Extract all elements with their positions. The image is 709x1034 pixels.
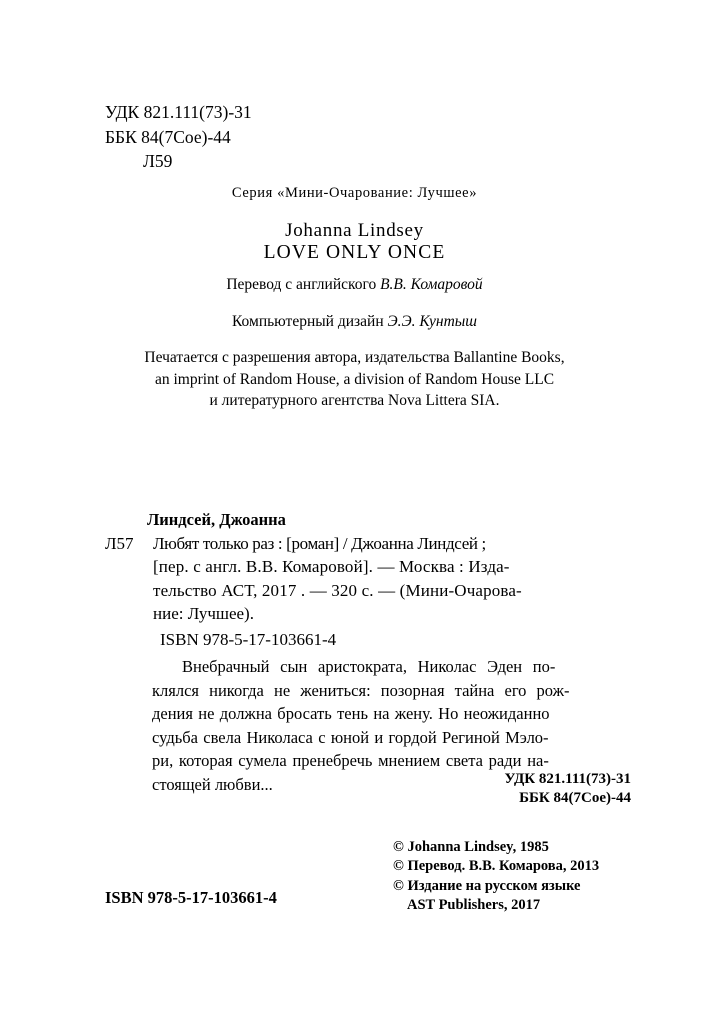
annotation-line-4: судьба свела Николаса с юной и гордой Региной Мэло- — [152, 727, 549, 747]
copyright-line-2: © Перевод. В.В. Комарова, 2013 — [393, 858, 600, 875]
permission-line-3: и литературного агентства Nova Littera SIA. — [209, 392, 500, 409]
author-name: Johanna Lindsey — [285, 220, 424, 241]
annotation-line-3: дения не должна бросать тень на жену. Но неожиданно — [152, 704, 550, 723]
cip-line-4: ние: Лучшее). — [153, 604, 254, 623]
annotation-line-5: ри, которая сумела пренебречь мнением света ради на- — [152, 751, 549, 770]
cip-description-body — [105, 532, 625, 626]
annotation-line-1: Внебрачный сын аристократа, Николас Эден по- — [182, 657, 556, 676]
cip-author-heading: Линдсей, Джоанна — [147, 510, 286, 529]
copyright-line-3: © Издание на русском языке — [393, 877, 581, 894]
cip-line-2: [пер. с англ. В.В. Комаровой]. — Москва : Изда- — [153, 557, 510, 576]
design-credit-prefix: Компьютерный дизайн — [231, 313, 388, 330]
udk-code-top: УДК 821.111(73)-31 — [105, 102, 252, 122]
cip-record — [105, 508, 625, 651]
original-title: LOVE ONLY ONCE — [263, 242, 446, 263]
bbk-code-top: ББК 84(7Сое)-44 — [105, 126, 231, 147]
classification-codes-bottom — [0, 770, 631, 808]
copyright-line-1: © Johanna Lindsey, 1985 — [393, 839, 549, 855]
cip-line-1: Любят только раз : [роман] / Джоанна Линдсей ; — [153, 533, 486, 553]
designer-name: Э.Э. Кунтыш — [387, 313, 477, 330]
translation-credit-prefix: Перевод с английского — [226, 276, 381, 293]
cip-isbn: ISBN 978-5-17-103661-4 — [160, 629, 337, 649]
cip-description — [105, 532, 625, 626]
bbk-code-bottom: ББК 84(7Сое)-44 — [519, 790, 631, 806]
annotation-line-2: клялся никогда не жениться: позорная тайна его рож- — [152, 680, 570, 700]
annotation-line-6: стоящей любви... — [152, 774, 273, 794]
design-credit — [0, 313, 709, 331]
translation-credit — [0, 276, 709, 294]
isbn-bottom: ISBN 978-5-17-103661-4 — [105, 888, 277, 907]
permission-line-2: an imprint of Random House, a division of Random House LLC — [154, 370, 555, 388]
publishing-permission-notice — [0, 347, 709, 412]
series-label: Серия «Мини-Очарование: Лучшее» — [231, 185, 478, 201]
copyright-block — [393, 838, 599, 916]
cip-line-3: тельство АСТ, 2017 . — 320 с. — (Мини-Очарова- — [153, 580, 522, 600]
classification-codes-top — [105, 100, 252, 174]
translator-name: В.В. Комаровой — [380, 276, 483, 293]
udk-code-bottom: УДК 821.111(73)-31 — [504, 771, 631, 787]
copyright-publisher: AST Publishers, 2017 — [407, 897, 541, 914]
shelf-mark-top: Л59 — [143, 151, 173, 171]
cip-shelf-mark: Л57 — [105, 533, 134, 553]
permission-line-1: Печатается с разрешения автора, издательства Ballantine Books, — [144, 349, 565, 366]
